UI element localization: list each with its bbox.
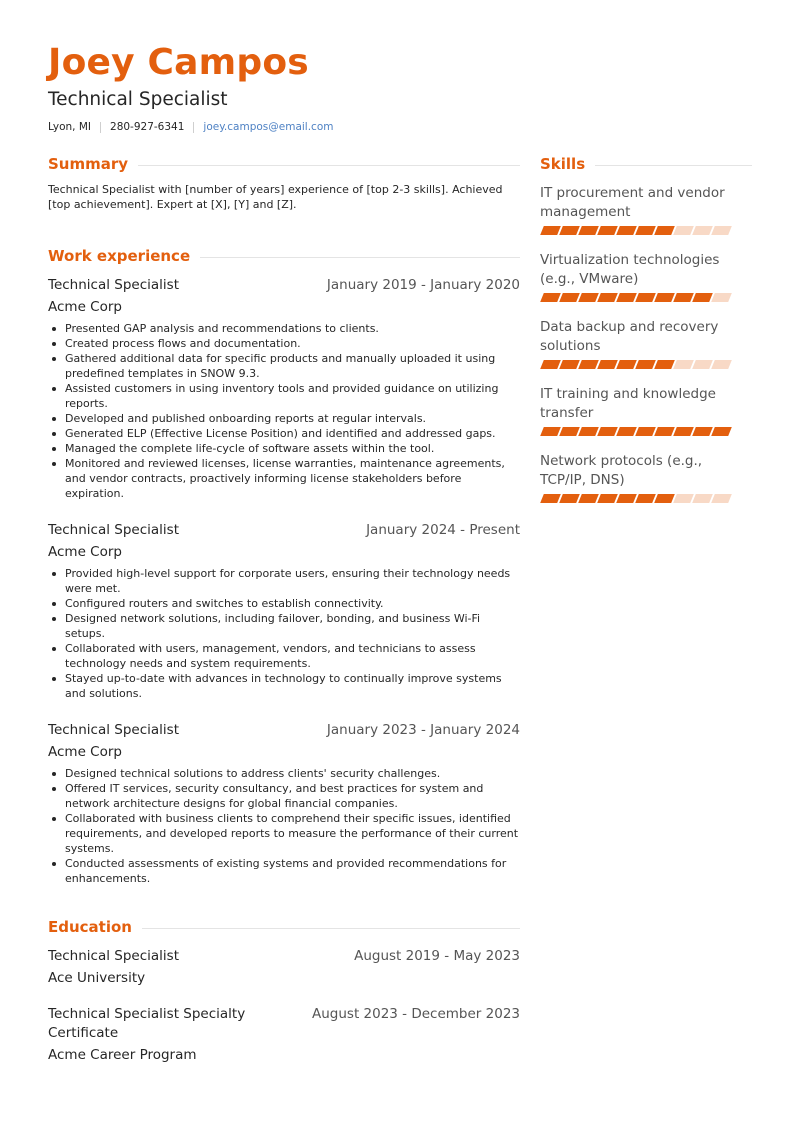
education-list <box>48 947 520 1065</box>
job-bullet: Configured routers and switches to establish connectivity. <box>48 596 520 611</box>
job-bullet: Designed technical solutions to address clients' security challenges. <box>48 766 520 781</box>
work-experience-heading <box>48 245 520 267</box>
skill-segment-filled <box>692 293 713 302</box>
skill-segment-filled <box>654 494 675 503</box>
skill-segment-filled <box>540 427 561 436</box>
job-entry <box>48 721 520 886</box>
education-entry <box>48 947 520 988</box>
skill-segment-empty <box>673 360 694 369</box>
job-dates: January 2024 - Present <box>366 522 520 538</box>
job-bullet: Created process flows and documentation. <box>48 336 520 351</box>
contact-line <box>48 120 752 134</box>
skill-segment-empty <box>692 494 713 503</box>
job-title: Technical Specialist <box>48 722 179 738</box>
skill-segment-filled <box>559 226 580 235</box>
company-name: Acme Corp <box>48 299 122 315</box>
job-bullet-list <box>48 321 520 501</box>
skill-segment-filled <box>654 427 675 436</box>
skill-item <box>540 251 752 302</box>
skill-segment-filled <box>559 360 580 369</box>
summary-section <box>48 153 520 212</box>
company-name: Acme Corp <box>48 744 122 760</box>
job-entry <box>48 521 520 701</box>
skill-name: Network protocols (e.g., TCP/IP, DNS) <box>540 453 703 488</box>
skill-segment-filled <box>692 427 713 436</box>
job-bullet: Monitored and reviewed licenses, license warranties, maintenance agreements, and vendor contracts, proactively informing license stakeholders before expiration. <box>48 456 520 501</box>
main-column <box>48 153 520 1065</box>
skill-segment-filled <box>616 293 637 302</box>
job-title: Technical Specialist <box>48 277 179 293</box>
skill-segment-filled <box>540 226 561 235</box>
job-header-row <box>48 521 520 540</box>
education-heading <box>48 916 520 938</box>
skill-segment-filled <box>654 226 675 235</box>
school-name: Ace University <box>48 970 146 986</box>
section-title: Summary <box>48 155 129 173</box>
company-name: Acme Corp <box>48 544 122 560</box>
education-section <box>48 916 520 1065</box>
skill-segment-filled <box>616 494 637 503</box>
skill-segment-filled <box>654 293 675 302</box>
job-title: Technical Specialist <box>48 522 179 538</box>
summary-heading <box>48 153 520 175</box>
job-bullet: Stayed up-to-date with advances in technology to continually improve systems and solutions. <box>48 671 520 701</box>
email-link[interactable]: joey.campos@email.com <box>203 121 334 133</box>
location-text: Lyon, MI <box>48 121 92 133</box>
skill-segment-filled <box>578 427 599 436</box>
skill-item <box>540 184 752 235</box>
job-bullet: Developed and published onboarding reports at regular intervals. <box>48 411 520 426</box>
skill-segment-filled <box>559 494 580 503</box>
skill-segment-filled <box>559 427 580 436</box>
skill-level-bar <box>540 494 752 503</box>
skill-item <box>540 452 752 503</box>
job-dates: January 2023 - January 2024 <box>326 722 520 738</box>
skill-segment-filled <box>635 494 656 503</box>
skill-segment-filled <box>540 360 561 369</box>
skill-name: IT training and knowledge transfer <box>540 386 716 421</box>
skill-segment-filled <box>635 427 656 436</box>
skill-item <box>540 318 752 369</box>
skill-segment-empty <box>673 226 694 235</box>
education-dates: August 2019 - May 2023 <box>354 948 520 964</box>
skill-segment-filled <box>540 293 561 302</box>
education-dates: August 2023 - December 2023 <box>312 1006 520 1022</box>
resume-header <box>48 40 752 134</box>
skill-name: Data backup and recovery solutions <box>540 319 719 354</box>
skill-segment-empty <box>711 360 732 369</box>
degree-title: Technical Specialist Specialty Certificate <box>48 1006 246 1041</box>
job-bullet-list <box>48 766 520 886</box>
job-entry <box>48 276 520 501</box>
job-bullet: Presented GAP analysis and recommendations to clients. <box>48 321 520 336</box>
job-bullet-list <box>48 566 520 701</box>
job-bullet: Gathered additional data for specific products and manually uploaded it using predefined templates in SNOW 9.3. <box>48 351 520 381</box>
skill-segment-filled <box>654 360 675 369</box>
work-experience-section <box>48 245 520 886</box>
skill-item <box>540 385 752 436</box>
skill-level-bar <box>540 360 752 369</box>
skill-segment-empty <box>692 360 713 369</box>
degree-title: Technical Specialist <box>48 948 179 964</box>
skill-segment-filled <box>578 494 599 503</box>
section-title: Education <box>48 918 132 936</box>
job-header-row <box>48 721 520 740</box>
skill-segment-filled <box>578 293 599 302</box>
phone-text: 280-927-6341 <box>110 121 185 133</box>
skill-segment-filled <box>597 427 618 436</box>
section-title: Skills <box>540 155 586 173</box>
skill-segment-empty <box>711 226 732 235</box>
job-bullet: Offered IT services, security consultancy, and best practices for system and network architecture designs for global financial companies. <box>48 781 520 811</box>
job-dates: January 2019 - January 2020 <box>326 277 520 293</box>
skill-segment-filled <box>711 427 732 436</box>
skill-level-bar <box>540 427 752 436</box>
sidebar-column <box>540 153 752 503</box>
candidate-headline: Technical Specialist <box>48 89 228 110</box>
skill-level-bar <box>540 226 752 235</box>
skill-segment-filled <box>616 360 637 369</box>
education-header-row <box>48 947 520 966</box>
section-rule <box>595 165 752 166</box>
skill-segment-filled <box>635 360 656 369</box>
skill-segment-filled <box>540 494 561 503</box>
skill-segment-empty <box>711 494 732 503</box>
skill-segment-filled <box>578 226 599 235</box>
skill-segment-empty <box>673 494 694 503</box>
skill-segment-filled <box>673 293 694 302</box>
contact-divider <box>193 122 194 133</box>
skill-segment-filled <box>597 494 618 503</box>
skill-segment-filled <box>635 293 656 302</box>
skills-list <box>540 184 752 503</box>
section-rule <box>142 928 520 929</box>
job-header-row <box>48 276 520 295</box>
skill-segment-filled <box>673 427 694 436</box>
job-bullet: Managed the complete life-cycle of software assets within the tool. <box>48 441 520 456</box>
skill-segment-filled <box>635 226 656 235</box>
job-bullet: Provided high-level support for corporate users, ensuring their technology needs were met. <box>48 566 520 596</box>
job-list <box>48 276 520 886</box>
section-title: Work experience <box>48 247 191 265</box>
job-bullet: Conducted assessments of existing systems and provided recommendations for enhancements. <box>48 856 520 886</box>
skill-segment-filled <box>559 293 580 302</box>
skill-segment-filled <box>597 226 618 235</box>
job-bullet: Generated ELP (Effective License Position) and identified and addressed gaps. <box>48 426 520 441</box>
section-rule <box>200 257 520 258</box>
skill-segment-filled <box>597 293 618 302</box>
section-rule <box>138 165 520 166</box>
skill-name: IT procurement and vendor management <box>540 185 725 220</box>
skill-segment-filled <box>616 427 637 436</box>
candidate-name: Joey Campos <box>48 42 309 83</box>
skill-level-bar <box>540 293 752 302</box>
summary-text: Technical Specialist with [number of years] experience of [top 2-3 skills]. Achieved [top achievement]. Expert at [X], [Y] and [Z]. <box>48 183 503 211</box>
skill-segment-filled <box>578 360 599 369</box>
skill-segment-empty <box>711 293 732 302</box>
education-header-row <box>48 1005 520 1043</box>
skill-name: Virtualization technologies (e.g., VMware) <box>540 252 720 287</box>
job-bullet: Collaborated with users, management, vendors, and technicians to assess technology needs and system requirements. <box>48 641 520 671</box>
school-name: Acme Career Program <box>48 1047 197 1063</box>
job-bullet: Designed network solutions, including failover, bonding, and business Wi-Fi setups. <box>48 611 520 641</box>
contact-divider <box>100 122 101 133</box>
skill-segment-filled <box>597 360 618 369</box>
skill-segment-filled <box>616 226 637 235</box>
skill-segment-empty <box>692 226 713 235</box>
education-entry <box>48 1005 520 1065</box>
skills-heading <box>540 153 752 175</box>
job-bullet: Assisted customers in using inventory tools and provided guidance on utilizing reports. <box>48 381 520 411</box>
job-bullet: Collaborated with business clients to comprehend their specific issues, identified requirements, and developed reports to measure the performance of their current systems. <box>48 811 520 856</box>
